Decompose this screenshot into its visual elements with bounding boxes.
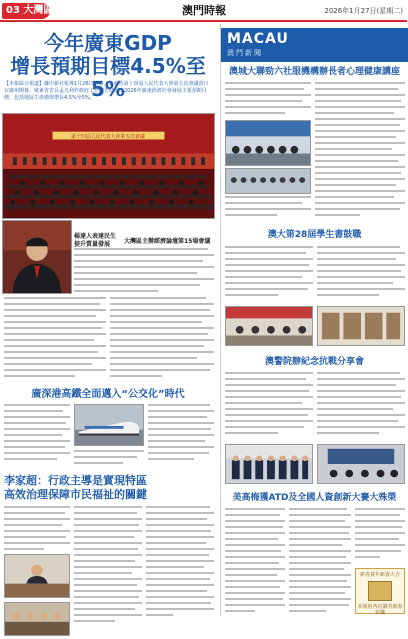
portrait-caption-line1: 楊達人表達民生 — [74, 233, 117, 240]
official-speaking-photo — [4, 554, 70, 598]
right-column — [220, 24, 407, 616]
assembly-hall-photo — [2, 113, 215, 219]
article-text-block — [4, 506, 70, 552]
governance-article-headline — [0, 474, 216, 502]
book-stall-photo — [317, 306, 405, 346]
article-text-block — [74, 248, 214, 294]
main-headline-line2: 增長預期目標4.5%至5% — [10, 54, 206, 101]
left-column — [0, 24, 216, 616]
lead-paragraph: 【本報綜合報道】據中新社報導1月26日消息，廣東省第十四屆人民代表大會第五次會議當日在廣州開幕。廣東省省長孟凡利作政府工作報告時提出2026年廣東經濟社會發展主要預期目標，包括地區生產總值增長4.5%至5%。 — [4, 81, 209, 101]
gift-box-icon — [368, 581, 392, 601]
newspaper-logo: 澳門時報 — [182, 4, 226, 17]
article-text-block — [355, 508, 405, 564]
article-text-block — [315, 82, 405, 222]
article-text-block — [4, 297, 106, 385]
audience-photo — [225, 168, 311, 194]
article-text-block — [317, 372, 405, 440]
ad-subtitle: 本報祝各位讀者新春快樂 — [357, 604, 403, 616]
new-year-advertisement[interactable] — [355, 568, 405, 614]
article-text-block — [148, 404, 214, 468]
book-fair-article-headline: 澳大第28屆學生書鼓職 — [267, 230, 362, 240]
mgm-article-headline: 美高梅獲ATD及全國人資創新大賽大殊榮 — [232, 493, 397, 503]
page-number-badge — [2, 3, 54, 19]
train-photo — [74, 404, 144, 446]
book-fair-photo — [225, 306, 313, 346]
article-text-block — [289, 508, 351, 616]
seminar-photo — [225, 120, 311, 166]
article-text-block — [225, 372, 313, 440]
article-text-block — [74, 506, 142, 636]
hall-caption: 大灣區主辦經濟論壇第15場會議 — [124, 238, 211, 245]
article-text-block — [225, 82, 311, 118]
ad-title: 新春賀年新春大吉 — [359, 572, 400, 578]
article-text-block — [110, 297, 214, 385]
governance-headline-line1: 李家超：行政主導是實現特區 — [4, 474, 147, 487]
page-header — [0, 0, 407, 22]
article-text-block — [4, 404, 70, 468]
page-number: 03 — [6, 5, 20, 16]
governance-headline-line2: 高效治理保障市民福祉的關鍵 — [4, 488, 147, 501]
meeting-photo — [4, 602, 70, 636]
article-text-block — [225, 246, 313, 302]
masthead-subtitle: 澳門新聞 — [227, 49, 263, 57]
seminar-article-headline: 澳城大聯勁六社服機構辦長者心理健康講座 — [228, 67, 400, 77]
police-group-photo — [225, 444, 313, 484]
rail-article-headline: 廣深港高鐵全面邁入“公交化”時代 — [31, 389, 185, 400]
hall-banner-text: 第十四屆人民代表大會第五次會議 — [71, 134, 145, 141]
article-text-block — [225, 196, 311, 222]
article-text-block — [146, 506, 214, 636]
main-headline-line1: 今年廣東GDP — [44, 31, 172, 55]
macau-masthead — [221, 28, 408, 62]
masthead-title: MACAU — [227, 31, 289, 47]
issue-date: 2026年1月27日(星期二) — [324, 7, 403, 15]
police-academy-article-headline: 澳警院辦紀念抗戰分享會 — [264, 357, 364, 367]
speaker-portrait-photo — [2, 220, 72, 294]
police-event-photo — [317, 444, 405, 484]
portrait-caption-line2: 提升質量發展 — [74, 241, 111, 248]
article-text-block — [225, 508, 285, 616]
article-text-block — [74, 450, 144, 468]
section-name: 大灣區 — [23, 5, 54, 16]
article-text-block — [317, 246, 405, 302]
portrait-caption — [74, 233, 116, 249]
